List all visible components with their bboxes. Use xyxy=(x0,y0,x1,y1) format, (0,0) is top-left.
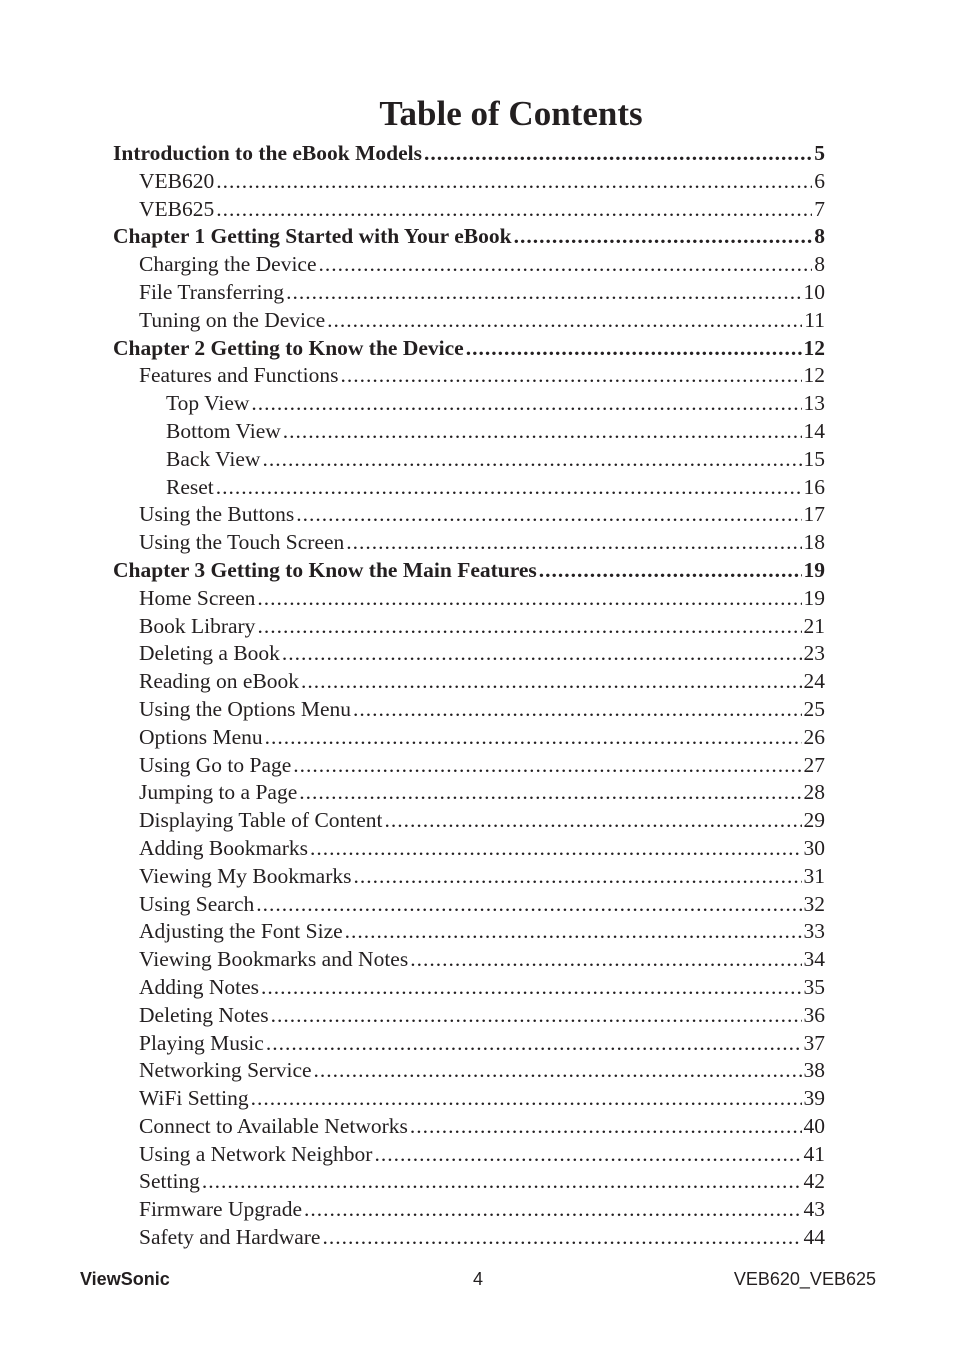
dot-leader xyxy=(354,863,802,891)
toc-entry-page: 26 xyxy=(803,724,825,749)
toc-entry[interactable] xyxy=(113,446,825,474)
dot-leader xyxy=(251,1085,802,1113)
page-title: Table of Contents xyxy=(379,94,643,134)
toc-entry[interactable] xyxy=(113,918,825,946)
dot-leader xyxy=(216,474,802,502)
footer-brand: ViewSonic xyxy=(80,1269,170,1289)
toc-entry-page: 25 xyxy=(803,696,825,721)
toc-entry-label: Charging the Device xyxy=(139,252,317,277)
toc-entry[interactable] xyxy=(113,835,825,863)
toc-entry-page: 42 xyxy=(803,1169,825,1194)
toc-entry-label: Playing Music xyxy=(139,1030,264,1055)
dot-leader xyxy=(257,585,801,613)
toc-entry-page: 12 xyxy=(803,363,825,388)
dot-leader xyxy=(251,390,801,418)
toc-entry-label: Using the Touch Screen xyxy=(139,530,345,555)
toc-entry-page: 10 xyxy=(803,279,825,304)
toc-entry[interactable] xyxy=(113,946,825,974)
toc-entry[interactable] xyxy=(113,335,825,363)
toc-entry[interactable] xyxy=(113,1113,825,1141)
toc-entry[interactable] xyxy=(113,279,825,307)
toc-entry-label: Home Screen xyxy=(139,585,256,610)
dot-leader xyxy=(374,1141,801,1169)
dot-leader xyxy=(346,529,801,557)
toc-entry-page: 18 xyxy=(803,530,825,555)
toc-entry-label: File Transferring xyxy=(139,279,285,304)
toc-entry-label: Book Library xyxy=(139,613,256,638)
toc-entry-label: Deleting a Book xyxy=(139,641,280,666)
dot-leader xyxy=(257,613,801,641)
toc-entry[interactable] xyxy=(113,196,825,224)
dot-leader xyxy=(262,446,801,474)
toc-entry-label: Chapter 1 Getting Started with Your eBook xyxy=(113,224,512,249)
dot-leader xyxy=(314,1057,802,1085)
toc-entry-label: Adding Notes xyxy=(139,974,260,999)
toc-entry-label: Using the Buttons xyxy=(139,502,295,527)
toc-entry-label: Top View xyxy=(166,391,250,416)
toc-entry-label: Features and Functions xyxy=(139,363,339,388)
toc-entry-page: 15 xyxy=(803,446,825,471)
toc-entry-page: 38 xyxy=(803,1058,825,1083)
toc-entry-label: Networking Service xyxy=(139,1058,312,1083)
toc-entry-page: 19 xyxy=(803,585,825,610)
toc-entry-label: Adding Bookmarks xyxy=(139,835,309,860)
toc-entry[interactable] xyxy=(113,529,825,557)
toc-entry-label: Deleting Notes xyxy=(139,1002,269,1027)
toc-entry-page: 36 xyxy=(803,1002,825,1027)
toc-entry[interactable] xyxy=(113,891,825,919)
toc-entry[interactable] xyxy=(113,362,825,390)
toc-entry-label: Options Menu xyxy=(139,724,263,749)
toc-entry-page: 8 xyxy=(814,252,825,277)
toc-entry-label: Introduction to the eBook Models xyxy=(113,141,422,165)
toc-entry-page: 13 xyxy=(803,391,825,416)
toc-entry[interactable] xyxy=(113,668,825,696)
toc-entry-page: 14 xyxy=(803,418,825,443)
dot-leader xyxy=(514,223,813,251)
toc-entry[interactable] xyxy=(113,640,825,668)
toc-entry-label: Viewing Bookmarks and Notes xyxy=(139,947,409,972)
toc-entry-page: 6 xyxy=(814,168,825,193)
footer-page-number: 4 xyxy=(473,1269,484,1289)
toc-entry-page: 24 xyxy=(803,669,825,694)
dot-leader xyxy=(319,251,813,279)
dot-leader xyxy=(299,779,801,807)
toc-entry-page: 30 xyxy=(803,835,825,860)
dot-leader xyxy=(310,835,801,863)
page-footer xyxy=(80,1266,876,1292)
toc-entry-label: VEB620 xyxy=(139,168,215,193)
dot-leader xyxy=(271,1002,802,1030)
toc-entry-page: 33 xyxy=(803,919,825,944)
toc-entry-page: 43 xyxy=(803,1197,825,1222)
toc-entry-page: 41 xyxy=(803,1141,825,1166)
toc-entry-label: Jumping to a Page xyxy=(139,780,298,805)
toc-entry[interactable] xyxy=(113,390,825,418)
toc-entry-label: Adjusting the Font Size xyxy=(139,919,343,944)
toc-entry[interactable] xyxy=(113,752,825,780)
dot-leader xyxy=(322,1224,801,1252)
toc-entry[interactable] xyxy=(113,863,825,891)
toc-entry-page: 28 xyxy=(803,780,825,805)
toc-entry-page: 27 xyxy=(803,752,825,777)
toc-entry-label: Back View xyxy=(166,446,261,471)
toc-entry-label: WiFi Setting xyxy=(139,1086,249,1111)
table-of-contents xyxy=(113,140,825,1252)
toc-entry[interactable] xyxy=(113,474,825,502)
toc-entry[interactable] xyxy=(113,613,825,641)
dot-leader xyxy=(353,696,801,724)
toc-entry[interactable] xyxy=(113,557,825,585)
toc-entry-page: 35 xyxy=(803,974,825,999)
toc-entry[interactable] xyxy=(113,1141,825,1169)
dot-leader xyxy=(282,640,802,668)
toc-entry-page: 31 xyxy=(803,863,825,888)
toc-entry-label: Connect to Available Networks xyxy=(139,1113,408,1138)
toc-entry[interactable] xyxy=(113,418,825,446)
dot-leader xyxy=(345,918,802,946)
toc-entry-label: Reading on eBook xyxy=(139,669,300,694)
dot-leader xyxy=(283,418,802,446)
dot-leader xyxy=(327,307,802,335)
dot-leader xyxy=(256,891,801,919)
toc-entry-page: 8 xyxy=(814,224,825,249)
toc-entry-page: 34 xyxy=(803,947,825,972)
toc-entry-label: Using the Options Menu xyxy=(139,696,352,721)
toc-entry-label: Using Search xyxy=(139,891,255,916)
toc-entry[interactable] xyxy=(113,1085,825,1113)
toc-entry-page: 17 xyxy=(803,502,825,527)
dot-leader xyxy=(539,557,802,585)
toc-entry-page: 40 xyxy=(803,1113,825,1138)
toc-entry-page: 39 xyxy=(803,1086,825,1111)
toc-entry-page: 29 xyxy=(803,808,825,833)
toc-entry-page: 7 xyxy=(814,196,825,221)
toc-entry[interactable] xyxy=(113,1224,825,1252)
toc-entry-page: 32 xyxy=(803,891,825,916)
toc-entry-label: Chapter 3 Getting to Know the Main Features xyxy=(113,557,537,582)
dot-leader xyxy=(266,1030,802,1058)
toc-entry[interactable] xyxy=(113,724,825,752)
toc-entry-page: 21 xyxy=(803,613,825,638)
toc-entry[interactable] xyxy=(113,1196,825,1224)
dot-leader xyxy=(424,140,812,168)
dot-leader xyxy=(293,752,801,780)
dot-leader xyxy=(466,335,802,363)
dot-leader xyxy=(410,1113,802,1141)
dot-leader xyxy=(385,807,802,835)
dot-leader xyxy=(340,362,801,390)
toc-entry[interactable] xyxy=(113,585,825,613)
toc-entry-label: Bottom View xyxy=(166,418,281,443)
toc-entry-label: Firmware Upgrade xyxy=(139,1197,302,1222)
dot-leader xyxy=(410,946,801,974)
dot-leader xyxy=(261,974,801,1002)
toc-entry[interactable] xyxy=(113,974,825,1002)
toc-entry[interactable] xyxy=(113,1168,825,1196)
toc-entry-label: Viewing My Bookmarks xyxy=(139,863,352,888)
toc-entry-label: Tuning on the Device xyxy=(139,307,326,332)
toc-entry-page: 16 xyxy=(803,474,825,499)
dot-leader xyxy=(301,668,801,696)
dot-leader xyxy=(202,1168,802,1196)
toc-entry-page: 19 xyxy=(803,557,825,582)
toc-entry-page: 23 xyxy=(803,641,825,666)
toc-entry-label: Setting xyxy=(139,1169,200,1194)
toc-entry-page: 37 xyxy=(803,1030,825,1055)
toc-entry-page: 11 xyxy=(804,307,825,332)
toc-entry-label: Safety and Hardware xyxy=(139,1225,321,1250)
dot-leader xyxy=(216,168,812,196)
footer-model: VEB620_VEB625 xyxy=(733,1269,876,1289)
toc-entry[interactable] xyxy=(113,1002,825,1030)
toc-entry[interactable] xyxy=(113,807,825,835)
toc-entry[interactable] xyxy=(113,223,825,251)
toc-entry-page: 44 xyxy=(803,1225,825,1250)
dot-leader xyxy=(286,279,801,307)
toc-entry[interactable] xyxy=(113,1030,825,1058)
toc-entry[interactable] xyxy=(113,779,825,807)
toc-entry-page: 5 xyxy=(814,141,825,165)
toc-entry[interactable] xyxy=(113,1057,825,1085)
dot-leader xyxy=(304,1196,802,1224)
toc-entry-label: Chapter 2 Getting to Know the Device xyxy=(113,335,464,360)
toc-entry[interactable] xyxy=(113,696,825,724)
toc-entry[interactable] xyxy=(113,307,825,335)
toc-entry-label: Reset xyxy=(166,474,214,499)
dot-leader xyxy=(265,724,802,752)
dot-leader xyxy=(216,196,812,224)
toc-entry-label: Using a Network Neighbor xyxy=(139,1141,373,1166)
dot-leader xyxy=(296,501,801,529)
toc-entry-label: Using Go to Page xyxy=(139,752,292,777)
toc-entry[interactable] xyxy=(113,140,825,168)
toc-entry-label: VEB625 xyxy=(139,196,215,221)
toc-entry[interactable] xyxy=(113,251,825,279)
toc-entry-label: Displaying Table of Content xyxy=(139,808,383,833)
toc-entry[interactable] xyxy=(113,501,825,529)
toc-entry[interactable] xyxy=(113,168,825,196)
toc-entry-page: 12 xyxy=(803,335,825,360)
